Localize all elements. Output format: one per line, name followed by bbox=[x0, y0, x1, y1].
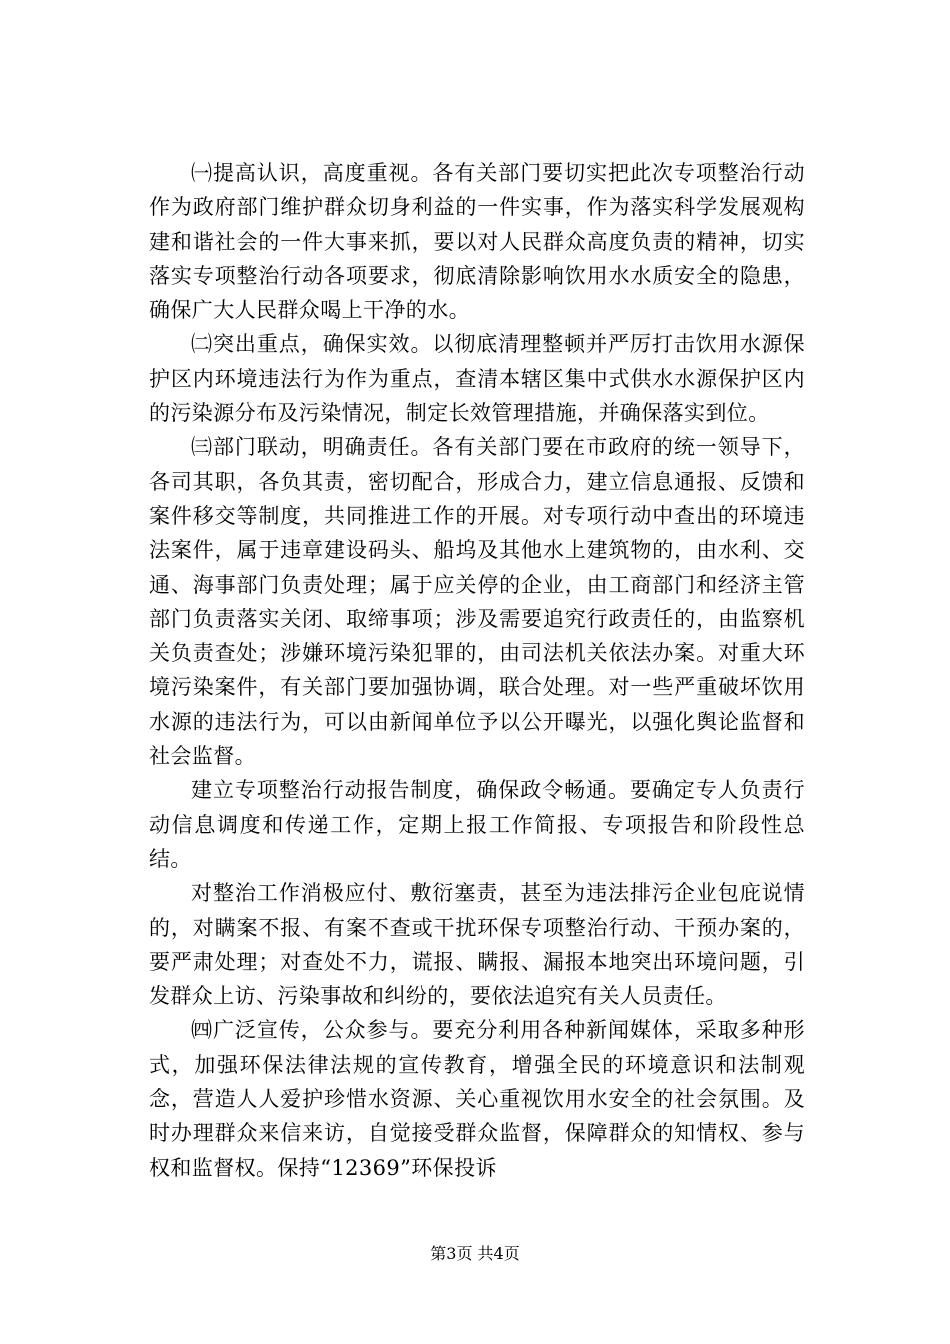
paragraph-reporting-system: 建立专项整治行动报告制度，确保政令畅通。要确定专人负责行动信息调度和传递工作，定期上报工作简报、专项报告和阶段性总结。 bbox=[149, 778, 805, 871]
paragraph-improve-awareness: ㈠提高认识，高度重视。各有关部门要切实把此次专项整治行动作为政府部门维护群众切身利益的一件实事，作为落实科学发展观构建和谐社会的一件大事来抓，要以对人民群众高度负责的精神，切实落实专项整治行动各项要求，彻底清除影响饮用水水质安全的隐患，确保广大人民群众喝上干净的水。 bbox=[149, 161, 805, 323]
paragraph-accountability: 对整治工作消极应付、敷衍塞责，甚至为违法排污企业包庇说情的，对瞒案不报、有案不查或干扰环保专项整治行动、干预办案的，要严肃处理；对查处不力，谎报、瞒报、漏报本地突出环境问题，引发群众上访、污染事故和纠纷的，要依法追究有关人员责任。 bbox=[149, 881, 805, 1009]
paragraph-highlight-priorities: ㈡突出重点，确保实效。以彻底清理整顿并严厉打击饮用水源保护区内环境违法行为作为重点，查清本辖区集中式供水水源保护区内的污染源分布及污染情况，制定长效管理措施，并确保落实到位。 bbox=[149, 332, 805, 426]
page-number-footer: 第3页 共4页 bbox=[430, 1244, 520, 1263]
document-body bbox=[149, 156, 805, 1185]
paragraph-publicity-participation: ㈣广泛宣传，公众参与。要充分利用各种新闻媒体，采取多种形式，加强环保法律法规的宣传教育，增强全民的环境意识和法制观念，营造人人爱护珍惜水资源、关心重视饮用水安全的社会氛围。及时办理群众来信来访，自觉接受群众监督，保障群众的知情权、参与权和监督权。保持“12369”环保投诉 bbox=[149, 1018, 805, 1180]
paragraph-department-coordination: ㈢部门联动，明确责任。各有关部门要在市政府的统一领导下，各司其职，各负其责，密切配合，形成合力，建立信息通报、反馈和案件移交等制度，共同推进工作的开展。对专项行动中查出的环境违法案件，属于违章建设码头、船坞及其他水上建筑物的，由水利、交通、海事部门负责处理；属于应关停的企业，由工商部门和经济主管部门负责落实关闭、取缔事项；涉及需要追究行政责任的，由监察机关负责查处；涉嫌环境污染犯罪的，由司法机关依法办案。对重大环境污染案件，有关部门要加强协调，联合处理。对一些严重破坏饮用水源的违法行为，可以由新闻单位予以公开曝光，以强化舆论监督和社会监督。 bbox=[149, 435, 805, 769]
